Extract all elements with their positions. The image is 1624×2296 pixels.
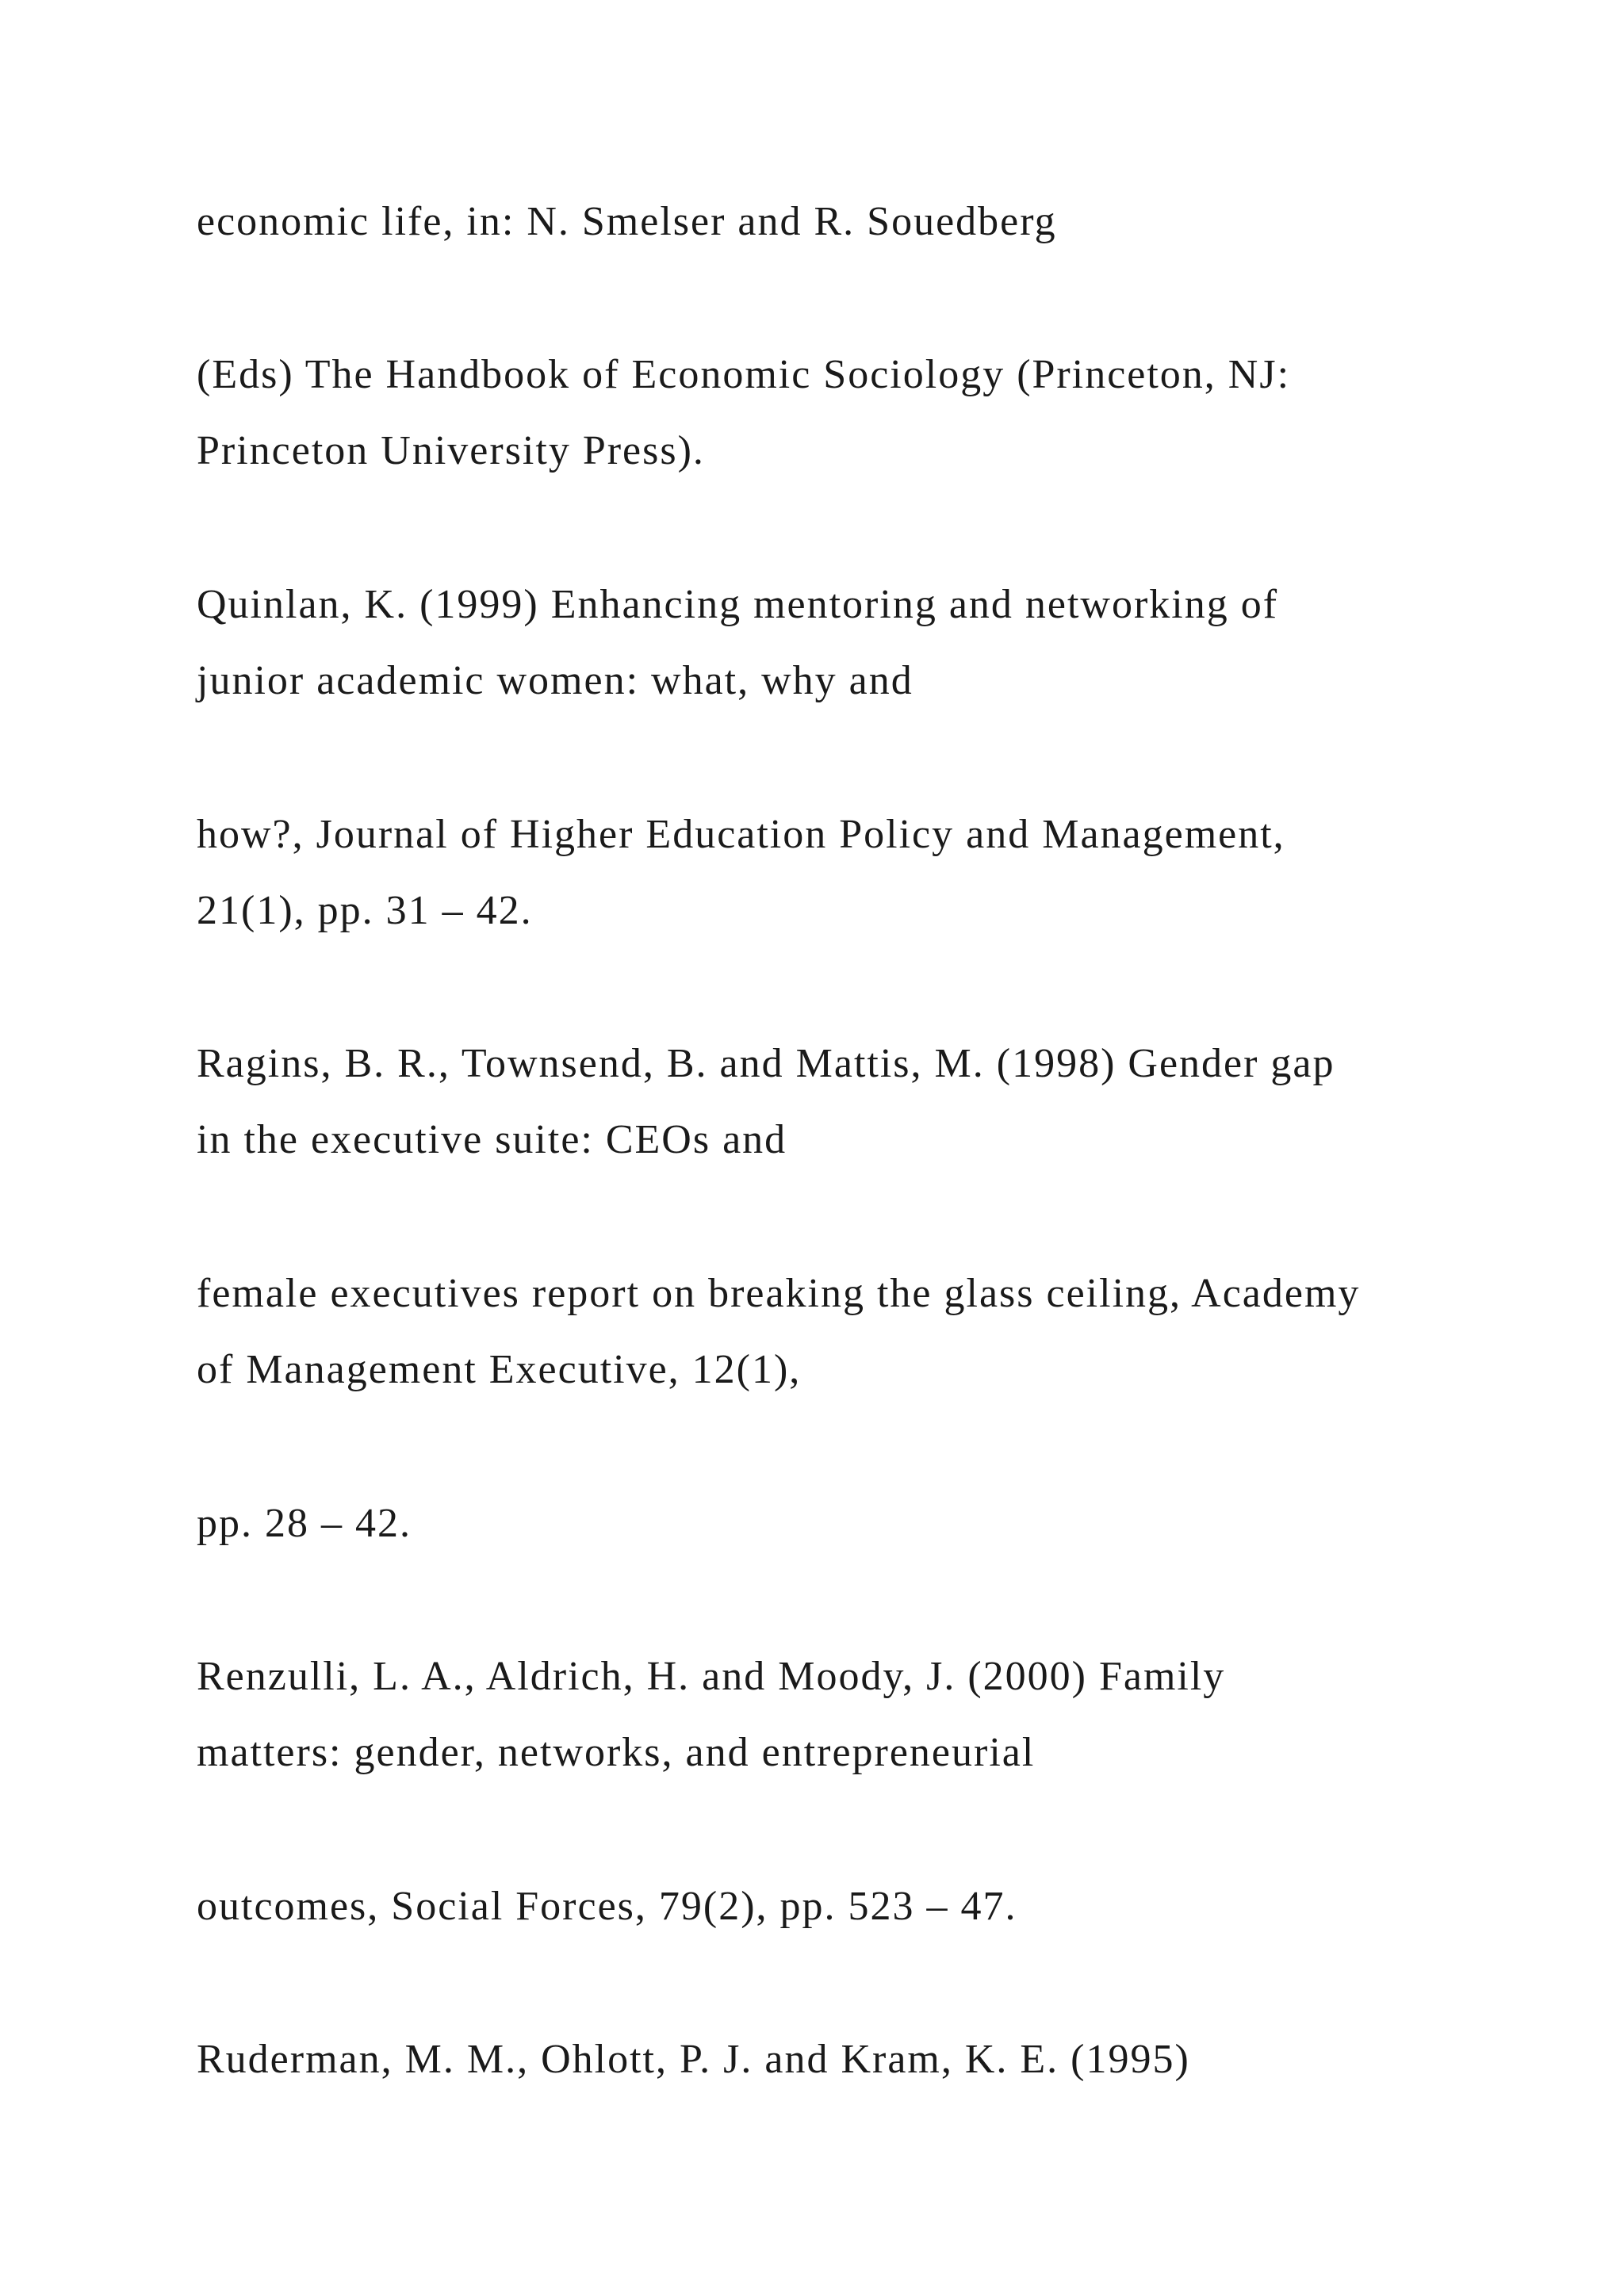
reference-line: how?, Journal of Higher Education Policy and Management, xyxy=(197,812,1285,857)
reference-line: 21(1), pp. 31 – 42. xyxy=(197,888,533,933)
reference-line: of Management Executive, 12(1), xyxy=(197,1347,802,1392)
reference-line: female executives report on breaking the glass ceiling, Academy xyxy=(197,1271,1361,1316)
reference-line: junior academic women: what, why and xyxy=(197,658,914,703)
reference-line: (Eds) The Handbook of Economic Sociology (Princeton, NJ: xyxy=(197,352,1291,397)
reference-line: matters: gender, networks, and entrepreneurial xyxy=(197,1730,1036,1775)
reference-line: economic life, in: N. Smelser and R. Souedberg xyxy=(197,199,1057,244)
reference-line: Princeton University Press). xyxy=(197,428,705,473)
reference-line: outcomes, Social Forces, 79(2), pp. 523 – 47. xyxy=(197,1884,1017,1929)
reference-line: in the executive suite: CEOs and xyxy=(197,1117,787,1162)
reference-line: Quinlan, K. (1999) Enhancing mentoring and networking of xyxy=(197,582,1279,627)
reference-line: Ragins, B. R., Townsend, B. and Mattis, M. (1998) Gender gap xyxy=(197,1041,1335,1086)
reference-line: Renzulli, L. A., Aldrich, H. and Moody, J. (2000) Family xyxy=(197,1654,1226,1699)
reference-line: Ruderman, M. M., Ohlott, P. J. and Kram, K. E. (1995) xyxy=(197,2037,1190,2082)
reference-line: pp. 28 – 42. xyxy=(197,1501,412,1546)
